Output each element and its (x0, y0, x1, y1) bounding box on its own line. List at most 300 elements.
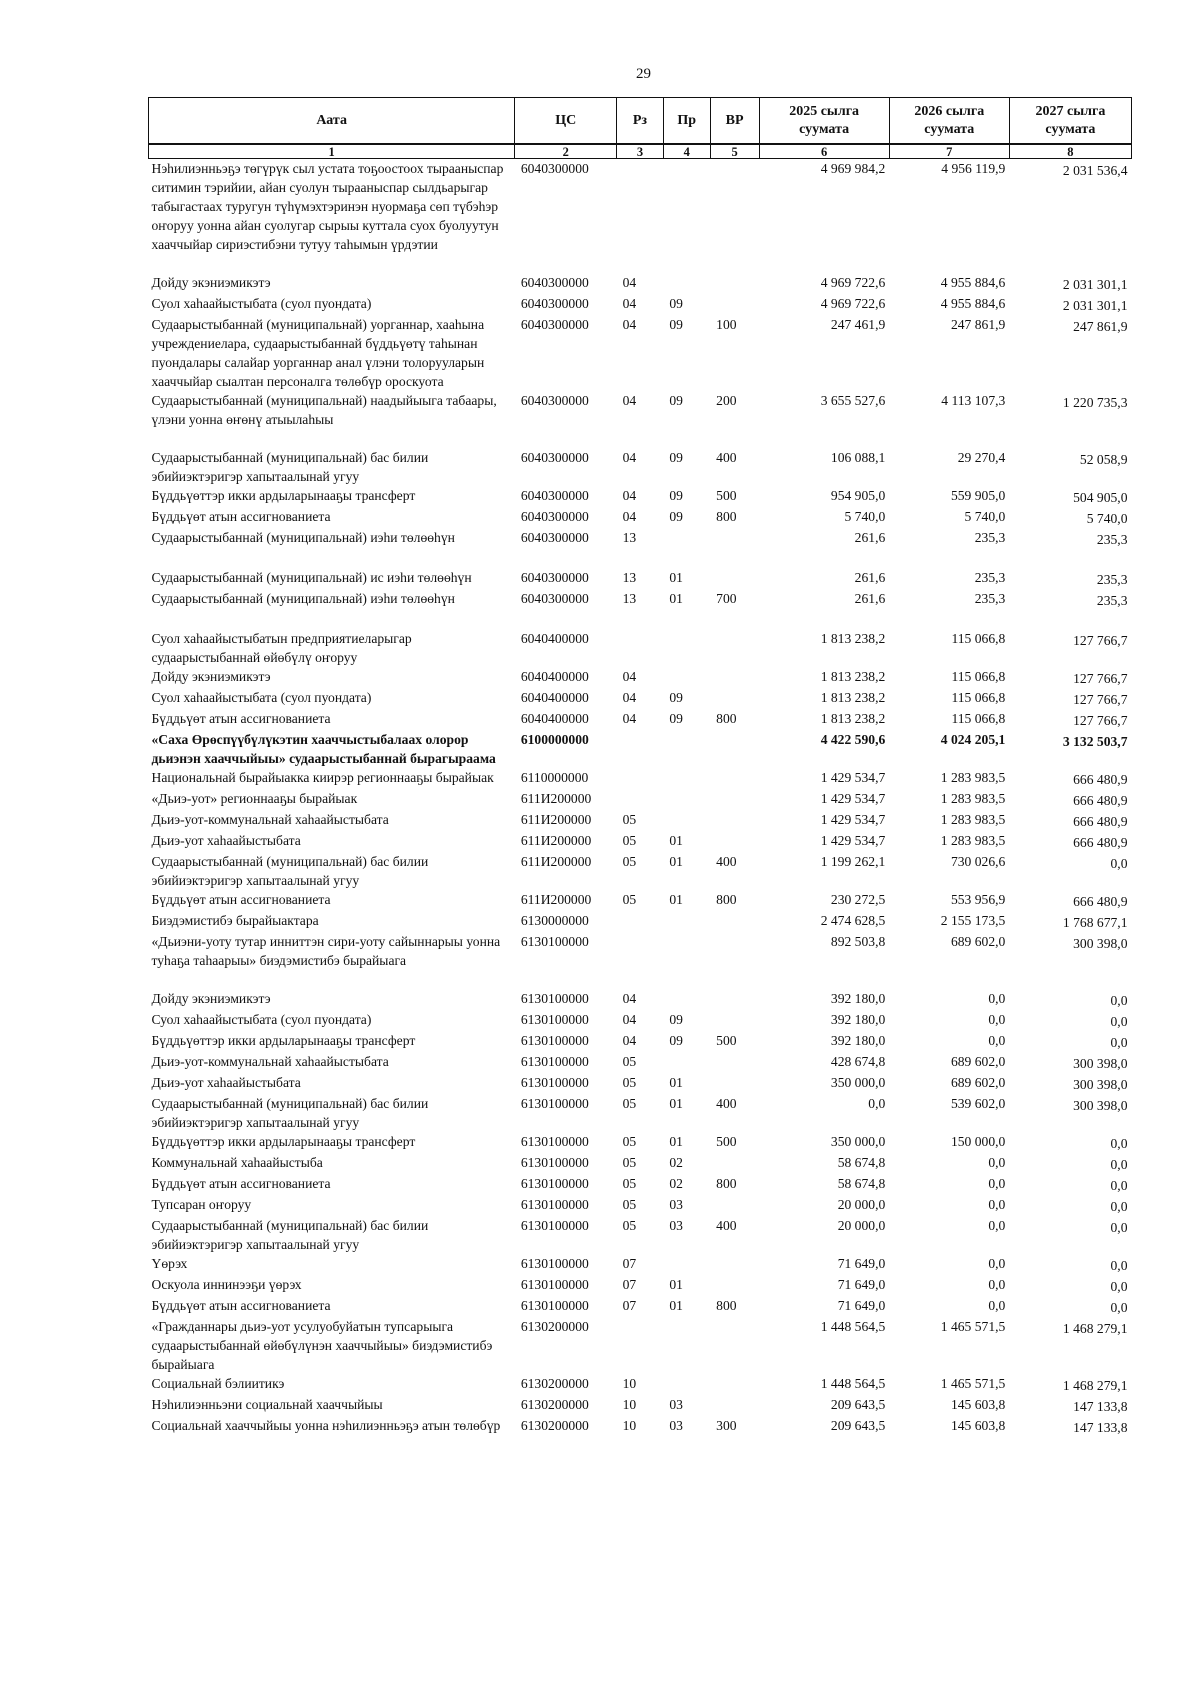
row-name: Бүддьүөт атын ассигнованиета (151, 711, 331, 726)
row-rz-code (617, 789, 664, 810)
row-pr-code: 03 (669, 1397, 683, 1412)
row-vr-code (710, 1073, 759, 1094)
row-name: Судаарыстыбаннай (муниципальнай) ис иэһи төлөөһүн (151, 570, 472, 585)
header-2027: 2027 сылга суумата (1009, 98, 1131, 145)
header-num: 2 (515, 144, 617, 159)
row-pr-code (663, 528, 710, 568)
row-amount-2026: 29 270,4 (957, 450, 1006, 465)
row-name: Тупсаран оҥоруу (151, 1197, 252, 1212)
row-cs-code: 6040300000 (520, 450, 589, 465)
row-vr-code (710, 688, 759, 709)
row-cs-code: 6040300000 (520, 161, 589, 176)
row-amount-2027: 0,0 (1110, 1136, 1128, 1151)
row-amount-2027: 666 480,9 (1073, 894, 1128, 909)
row-name: Дойду экэниэмикэтэ (151, 275, 271, 290)
row-amount-2026: 1 283 983,5 (940, 791, 1006, 806)
row-amount-2027: 0,0 (1110, 1300, 1128, 1315)
row-amount-2027: 5 740,0 (1086, 511, 1128, 526)
table-row (149, 911, 1132, 932)
row-cs-code: 6110000000 (520, 770, 589, 785)
row-cs-code: 6040300000 (520, 591, 589, 606)
row-vr-code (710, 629, 759, 667)
row-rz-code: 05 (622, 1054, 637, 1069)
row-cs-code: 6130100000 (520, 1033, 589, 1048)
row-cs-code: 6130100000 (520, 1197, 589, 1212)
table-row (149, 932, 1132, 989)
row-name: Судаарыстыбаннай (муниципальнай) бас билии эбийиэктэригэр хапытаалынай угуу (151, 450, 429, 484)
row-amount-2025: 2 474 628,5 (820, 913, 886, 928)
row-amount-2026: 115 066,8 (951, 711, 1006, 726)
row-amount-2027: 666 480,9 (1073, 793, 1128, 808)
row-rz-code (617, 768, 664, 789)
row-cs-code: 6100000000 (520, 732, 589, 747)
row-vr-code: 500 (716, 1033, 737, 1048)
row-cs-code: 6130100000 (520, 1298, 589, 1313)
row-cs-code: 6040400000 (520, 669, 589, 684)
row-pr-code: 03 (669, 1218, 683, 1233)
row-pr-code: 01 (669, 570, 683, 585)
row-amount-2025: 58 674,8 (837, 1176, 886, 1191)
row-name: Дьиэ-уот хаһаайыстыбата (151, 833, 301, 848)
row-cs-code: 6130200000 (520, 1397, 589, 1412)
row-amount-2027: 666 480,9 (1073, 835, 1128, 850)
row-cs-code: 6040300000 (520, 393, 589, 408)
row-rz-code: 04 (622, 690, 637, 705)
row-rz-code: 13 (622, 570, 637, 585)
row-amount-2025: 428 674,8 (830, 1054, 886, 1069)
row-amount-2027: 235,3 (1096, 572, 1128, 587)
row-rz-code: 13 (622, 591, 637, 606)
row-pr-code (663, 989, 710, 1010)
row-name: Оскуола иннинээҕи үөрэх (151, 1277, 302, 1292)
row-amount-2027: 0,0 (1110, 1220, 1128, 1235)
row-amount-2027: 147 133,8 (1073, 1420, 1128, 1435)
row-amount-2026: 145 603,8 (950, 1397, 1006, 1412)
row-amount-2025: 261,6 (854, 570, 886, 585)
row-pr-code: 01 (669, 854, 683, 869)
row-cs-code: 6130100000 (520, 1277, 589, 1292)
header-cs: ЦС (515, 98, 617, 145)
row-amount-2027: 0,0 (1110, 1199, 1128, 1214)
row-vr-code (710, 932, 759, 989)
row-vr-code (710, 1374, 759, 1395)
row-name: Нэһилиэнньэни социальнай хааччыйыы (151, 1397, 383, 1412)
table-row (149, 528, 1132, 568)
row-amount-2027: 247 861,9 (1073, 319, 1128, 334)
row-pr-code (663, 273, 710, 294)
row-pr-code: 01 (669, 892, 683, 907)
row-amount-2026: 689 602,0 (950, 1054, 1006, 1069)
row-amount-2026: 1 465 571,5 (940, 1376, 1006, 1391)
row-amount-2027: 504 905,0 (1073, 490, 1128, 505)
row-amount-2025: 4 422 590,6 (820, 732, 886, 747)
row-pr-code: 01 (669, 1096, 683, 1111)
row-pr-code: 03 (669, 1418, 683, 1433)
row-rz-code (617, 629, 664, 667)
row-pr-code: 01 (669, 591, 683, 606)
row-amount-2026: 247 861,9 (950, 317, 1006, 332)
row-pr-code (663, 159, 710, 274)
row-amount-2026: 0,0 (988, 1012, 1006, 1027)
row-amount-2027: 1 220 735,3 (1062, 395, 1128, 410)
row-amount-2027: 300 398,0 (1073, 936, 1128, 951)
row-amount-2025: 106 088,1 (830, 450, 886, 465)
row-cs-code: 611И200000 (520, 892, 592, 907)
row-vr-code: 500 (716, 1134, 737, 1149)
row-pr-code: 09 (669, 296, 683, 311)
table-row (149, 1073, 1132, 1094)
row-amount-2026: 235,3 (974, 530, 1006, 545)
row-rz-code: 10 (622, 1397, 637, 1412)
table-row (149, 1094, 1132, 1132)
row-amount-2027: 666 480,9 (1073, 772, 1128, 787)
row-amount-2025: 209 643,5 (830, 1397, 886, 1412)
row-vr-code (710, 768, 759, 789)
row-name: Бүддьүөт атын ассигнованиета (151, 1298, 331, 1313)
row-amount-2026: 235,3 (974, 591, 1006, 606)
row-amount-2026: 5 740,0 (964, 509, 1006, 524)
row-cs-code: 6130200000 (520, 1376, 589, 1391)
row-amount-2027: 235,3 (1096, 532, 1128, 547)
row-pr-code (663, 730, 710, 768)
row-cs-code: 6040400000 (520, 711, 589, 726)
row-name: Суол хаһаайыстыбатын предприятиеларыгар судаарыстыбаннай өйөбүлү оҥоруу (151, 631, 412, 665)
row-amount-2026: 553 956,9 (950, 892, 1006, 907)
table-row (149, 810, 1132, 831)
row-amount-2027: 3 132 503,7 (1062, 734, 1128, 749)
row-rz-code (617, 1317, 664, 1374)
row-amount-2026: 4 955 884,6 (940, 275, 1006, 290)
table-row (149, 890, 1132, 911)
row-amount-2026: 4 955 884,6 (940, 296, 1006, 311)
row-amount-2025: 4 969 722,6 (820, 275, 886, 290)
table-row (149, 1416, 1132, 1437)
header-num: 7 (889, 144, 1009, 159)
row-cs-code: 6130100000 (520, 991, 589, 1006)
row-amount-2025: 58 674,8 (837, 1155, 886, 1170)
row-amount-2027: 0,0 (1110, 1178, 1128, 1193)
header-vr: ВР (710, 98, 759, 145)
row-amount-2025: 350 000,0 (830, 1075, 886, 1090)
row-name: Коммунальнай хаһаайыстыба (151, 1155, 323, 1170)
row-pr-code: 01 (669, 1075, 683, 1090)
table-row (149, 448, 1132, 486)
row-amount-2027: 300 398,0 (1073, 1077, 1128, 1092)
row-pr-code (663, 1254, 710, 1275)
row-amount-2025: 1 429 534,7 (820, 791, 886, 806)
table-row (149, 831, 1132, 852)
row-vr-code (710, 568, 759, 589)
row-amount-2026: 0,0 (988, 1256, 1006, 1271)
row-rz-code (617, 159, 664, 274)
table-row (149, 989, 1132, 1010)
row-rz-code: 04 (622, 711, 637, 726)
row-name: Дьиэ-уот-коммунальнай хаһаайыстыбата (151, 812, 389, 827)
row-name: «Саха Өрөспүүбүлүкэтин хааччыстыбалаах олорор дьиэнэн хааччыйыы» судаарыстыбаннай бырагыраама (151, 732, 496, 766)
table-row (149, 1296, 1132, 1317)
row-vr-code: 800 (716, 711, 737, 726)
row-amount-2026: 539 602,0 (950, 1096, 1006, 1111)
header-name: Аата (149, 98, 515, 145)
row-rz-code: 05 (622, 1134, 637, 1149)
row-vr-code: 200 (716, 393, 737, 408)
row-rz-code (617, 730, 664, 768)
row-vr-code: 400 (716, 1096, 737, 1111)
row-amount-2026: 0,0 (988, 1155, 1006, 1170)
row-amount-2025: 209 643,5 (830, 1418, 886, 1433)
row-cs-code: 6130200000 (520, 1319, 589, 1334)
table-row (149, 1195, 1132, 1216)
row-amount-2026: 0,0 (988, 1033, 1006, 1048)
row-amount-2026: 0,0 (988, 991, 1006, 1006)
row-amount-2025: 71 649,0 (837, 1277, 886, 1292)
row-name: Судаарыстыбаннай (муниципальнай) иэһи төлөөһүн (151, 530, 455, 545)
row-amount-2025: 71 649,0 (837, 1256, 886, 1271)
row-rz-code: 10 (622, 1376, 637, 1391)
row-amount-2027: 0,0 (1110, 1258, 1128, 1273)
row-amount-2027: 1 468 279,1 (1062, 1378, 1128, 1393)
row-cs-code: 611И200000 (520, 833, 592, 848)
row-vr-code: 800 (716, 892, 737, 907)
row-amount-2026: 4 113 107,3 (941, 393, 1006, 408)
header-num: 3 (617, 144, 664, 159)
header-num: 8 (1009, 144, 1131, 159)
row-amount-2025: 20 000,0 (837, 1218, 886, 1233)
table-row (149, 507, 1132, 528)
row-vr-code (710, 1195, 759, 1216)
table-row (149, 391, 1132, 448)
row-vr-code (710, 273, 759, 294)
row-name: Национальнай бырайыакка киирэр регионнааҕы бырайыак (151, 770, 494, 785)
row-amount-2026: 689 602,0 (950, 934, 1006, 949)
row-vr-code (710, 730, 759, 768)
row-name: Дойду экэниэмикэтэ (151, 991, 271, 1006)
row-cs-code: 6130100000 (520, 1096, 589, 1111)
row-name: Бүддьүөттэр икки ардыларынааҕы трансферт (151, 1033, 416, 1048)
table-row (149, 1153, 1132, 1174)
row-amount-2025: 392 180,0 (830, 991, 886, 1006)
row-cs-code: 6130100000 (520, 1218, 589, 1233)
row-cs-code: 6040300000 (520, 296, 589, 311)
row-name: Суол хаһаайыстыбата (суол пуондата) (151, 1012, 372, 1027)
row-amount-2025: 1 813 238,2 (820, 669, 886, 684)
row-vr-code (710, 1254, 759, 1275)
row-rz-code: 04 (622, 275, 637, 290)
row-pr-code: 01 (669, 1298, 683, 1313)
row-pr-code: 09 (669, 1033, 683, 1048)
row-pr-code (663, 1317, 710, 1374)
row-cs-code: 6130100000 (520, 1054, 589, 1069)
row-amount-2027: 52 058,9 (1079, 452, 1128, 467)
row-amount-2027: 666 480,9 (1073, 814, 1128, 829)
row-amount-2027: 1 468 279,1 (1062, 1321, 1128, 1336)
row-amount-2026: 730 026,6 (950, 854, 1006, 869)
row-pr-code (663, 768, 710, 789)
row-amount-2025: 4 969 722,6 (820, 296, 886, 311)
row-rz-code: 04 (622, 669, 637, 684)
row-amount-2026: 689 602,0 (950, 1075, 1006, 1090)
row-vr-code (710, 667, 759, 688)
row-rz-code: 05 (622, 1155, 637, 1170)
row-amount-2026: 150 000,0 (950, 1134, 1006, 1149)
row-amount-2025: 71 649,0 (837, 1298, 886, 1313)
row-amount-2026: 115 066,8 (951, 690, 1006, 705)
table-row (149, 1374, 1132, 1395)
row-amount-2027: 2 031 536,4 (1062, 163, 1128, 178)
row-name: Биэдэмистибэ бырайыактара (151, 913, 319, 928)
row-rz-code: 05 (622, 854, 637, 869)
row-name: Дойду экэниэмикэтэ (151, 669, 271, 684)
row-cs-code: 6130100000 (520, 1176, 589, 1191)
row-rz-code: 07 (622, 1277, 637, 1292)
page-number: 29 (636, 66, 651, 82)
row-amount-2025: 1 429 534,7 (820, 812, 886, 827)
row-name: Дьиэ-уот хаһаайыстыбата (151, 1075, 301, 1090)
row-name: Судаарыстыбаннай (муниципальнай) наадыйыыга табаары, үлэни уонна өҥөнү атыылаһыы (151, 393, 497, 427)
header-pr: Пр (663, 98, 710, 145)
row-amount-2026: 235,3 (974, 570, 1006, 585)
row-cs-code: 6040300000 (520, 570, 589, 585)
row-amount-2026: 559 905,0 (950, 488, 1006, 503)
row-pr-code: 09 (669, 317, 683, 332)
row-rz-code: 04 (622, 393, 637, 408)
row-cs-code: 6130100000 (520, 934, 589, 949)
row-cs-code: 6130200000 (520, 1418, 589, 1433)
row-cs-code: 6130100000 (520, 1012, 589, 1027)
row-amount-2027: 1 768 677,1 (1062, 915, 1128, 930)
row-vr-code: 800 (716, 509, 737, 524)
row-amount-2026: 1 465 571,5 (940, 1319, 1006, 1334)
row-cs-code: 611И200000 (520, 854, 592, 869)
row-vr-code (710, 831, 759, 852)
table-row (149, 789, 1132, 810)
row-pr-code: 03 (669, 1197, 683, 1212)
row-vr-code (710, 911, 759, 932)
row-rz-code: 04 (622, 296, 637, 311)
table-row (149, 294, 1132, 315)
row-amount-2025: 1 448 564,5 (820, 1376, 886, 1391)
row-name: Үөрэх (151, 1256, 188, 1271)
row-cs-code: 611И200000 (520, 812, 592, 827)
row-name: Судаарыстыбаннай (муниципальнай) бас билии эбийиэктэригэр хапытаалынай угуу (151, 1096, 429, 1130)
table-row (149, 730, 1132, 768)
row-amount-2027: 0,0 (1110, 1035, 1128, 1050)
row-amount-2025: 0,0 (868, 1096, 886, 1111)
table-row (149, 1275, 1132, 1296)
row-amount-2026: 145 603,8 (950, 1418, 1006, 1433)
row-amount-2027: 0,0 (1110, 993, 1128, 1008)
row-vr-code (710, 1275, 759, 1296)
header-num: 1 (149, 144, 515, 159)
row-cs-code: 6130100000 (520, 1134, 589, 1149)
row-amount-2025: 3 655 527,6 (820, 393, 886, 408)
table-body (149, 159, 1132, 1438)
row-amount-2026: 0,0 (988, 1298, 1006, 1313)
row-amount-2025: 392 180,0 (830, 1033, 886, 1048)
row-amount-2026: 2 155 173,5 (940, 913, 1006, 928)
row-amount-2025: 1 429 534,7 (820, 770, 886, 785)
row-pr-code (663, 667, 710, 688)
row-amount-2025: 247 461,9 (830, 317, 886, 332)
header-row (149, 98, 1132, 145)
row-name: Судаарыстыбаннай (муниципальнай) бас билии эбийиэктэригэр хапытаалынай угуу (151, 1218, 429, 1252)
row-amount-2026: 4 024 205,1 (940, 732, 1006, 747)
row-vr-code (710, 1010, 759, 1031)
row-amount-2025: 261,6 (854, 530, 886, 545)
table-row (149, 629, 1132, 667)
row-pr-code: 09 (669, 711, 683, 726)
table-row (149, 688, 1132, 709)
row-cs-code: 6040300000 (520, 317, 589, 332)
row-rz-code: 05 (622, 1176, 637, 1191)
table-row (149, 1132, 1132, 1153)
row-pr-code: 09 (669, 393, 683, 408)
row-pr-code: 02 (669, 1176, 683, 1191)
row-name: Судаарыстыбаннай (муниципальнай) иэһи төлөөһүн (151, 591, 455, 606)
row-amount-2026: 1 283 983,5 (940, 833, 1006, 848)
row-cs-code: 6040300000 (520, 488, 589, 503)
table-row (149, 1010, 1132, 1031)
row-amount-2025: 954 905,0 (830, 488, 886, 503)
row-amount-2026: 115 066,8 (951, 631, 1006, 646)
row-amount-2025: 1 813 238,2 (820, 711, 886, 726)
row-amount-2026: 115 066,8 (951, 669, 1006, 684)
row-amount-2026: 0,0 (988, 1176, 1006, 1191)
row-rz-code: 04 (622, 1012, 637, 1027)
row-amount-2025: 350 000,0 (830, 1134, 886, 1149)
table-row (149, 1031, 1132, 1052)
row-name: «Гражданнары дьиэ-уот усулуобуйатын тупсарыыга судаарыстыбаннай өйөбүлүнэн хааччыйыы» биэдэмистибэ бырайыага (151, 1319, 493, 1372)
row-amount-2027: 147 133,8 (1073, 1399, 1128, 1414)
row-rz-code: 13 (622, 530, 637, 545)
row-vr-code (710, 810, 759, 831)
row-amount-2027: 2 031 301,1 (1062, 298, 1128, 313)
row-vr-code (710, 294, 759, 315)
row-vr-code (710, 1153, 759, 1174)
row-amount-2025: 1 429 534,7 (820, 833, 886, 848)
row-cs-code: 611И200000 (520, 791, 592, 806)
row-pr-code (663, 911, 710, 932)
row-cs-code: 6040300000 (520, 275, 589, 290)
row-vr-code: 400 (716, 854, 737, 869)
row-rz-code: 04 (622, 450, 637, 465)
row-rz-code: 05 (622, 1218, 637, 1233)
row-amount-2027: 300 398,0 (1073, 1056, 1128, 1071)
header-num: 5 (710, 144, 759, 159)
row-amount-2025: 4 969 984,2 (820, 161, 886, 176)
row-vr-code: 700 (716, 591, 737, 606)
row-pr-code: 09 (669, 690, 683, 705)
table-row (149, 1254, 1132, 1275)
row-name: Бүддьүөт атын ассигнованиета (151, 892, 331, 907)
row-amount-2027: 127 766,7 (1073, 671, 1128, 686)
row-rz-code: 04 (622, 488, 637, 503)
row-rz-code: 04 (622, 509, 637, 524)
row-amount-2025: 1 448 564,5 (820, 1319, 886, 1334)
row-pr-code: 01 (669, 1277, 683, 1292)
table-row (149, 273, 1132, 294)
row-amount-2025: 1 813 238,2 (820, 631, 886, 646)
table-row (149, 315, 1132, 391)
table-row (149, 568, 1132, 589)
row-rz-code: 07 (622, 1256, 637, 1271)
row-name: Суол хаһаайыстыбата (суол пуондата) (151, 690, 372, 705)
row-name: «Дьиэни-уоту тутар инниттэн сири-уоту сайыннарыы уонна туһаҕа таһаарыы» биэдэмистибэ бырайыага (151, 934, 501, 968)
table-row (149, 1395, 1132, 1416)
row-rz-code: 05 (622, 833, 637, 848)
row-amount-2026: 0,0 (988, 1197, 1006, 1212)
row-amount-2026: 1 283 983,5 (940, 770, 1006, 785)
